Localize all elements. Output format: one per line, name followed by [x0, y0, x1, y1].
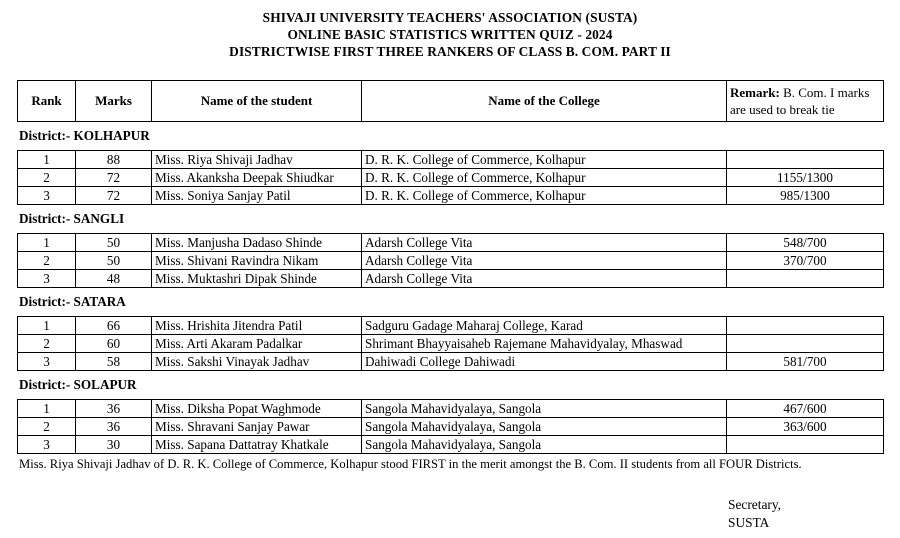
remark-cell: [727, 317, 883, 334]
college-cell: D. R. K. College of Commerce, Kolhapur: [362, 169, 727, 186]
table-header: [17, 80, 884, 122]
college-cell: Sangola Mahavidyalaya, Sangola: [362, 418, 727, 435]
district-table-satara: [17, 316, 884, 371]
table-row: [18, 151, 883, 169]
student-cell: Miss. Riya Shivaji Jadhav: [152, 151, 362, 168]
table-row: [18, 335, 883, 353]
student-cell: Miss. Shravani Sanjay Pawar: [152, 418, 362, 435]
marks-cell: 72: [76, 187, 152, 204]
table-row: [18, 400, 883, 418]
student-cell: Miss. Akanksha Deepak Shiudkar: [152, 169, 362, 186]
remark-cell: [727, 270, 883, 287]
student-cell: Miss. Shivani Ravindra Nikam: [152, 252, 362, 269]
marks-cell: 48: [76, 270, 152, 287]
student-cell: Miss. Manjusha Dadaso Shinde: [152, 234, 362, 251]
remark-cell: 985/1300: [780, 188, 830, 203]
student-cell: Miss. Muktashri Dipak Shinde: [152, 270, 362, 287]
college-cell: Sangola Mahavidyalaya, Sangola: [362, 436, 727, 453]
remark-text-1: B. Com. I marks: [779, 85, 870, 100]
district-table-solapur: [17, 399, 884, 454]
student-cell: Miss. Sakshi Vinayak Jadhav: [152, 353, 362, 370]
table-row: [18, 317, 883, 335]
college-cell: Adarsh College Vita: [362, 252, 727, 269]
college-cell: D. R. K. College of Commerce, Kolhapur: [362, 187, 727, 204]
remark-cell: [727, 335, 883, 352]
header-college: Name of the College: [362, 81, 727, 121]
rank-cell: 1: [18, 234, 76, 251]
title-line-3: DISTRICTWISE FIRST THREE RANKERS OF CLASS B. COM. PART II: [229, 44, 671, 59]
table-row: [18, 234, 883, 252]
table-row: [18, 169, 883, 187]
college-cell: Sangola Mahavidyalaya, Sangola: [362, 400, 727, 417]
table-row: [18, 418, 883, 436]
header-marks: Marks: [76, 81, 152, 121]
marks-cell: 36: [76, 418, 152, 435]
remark-label: Remark:: [730, 85, 780, 100]
district-heading-kolhapur: District:- KOLHAPUR: [19, 128, 150, 143]
signature-title: Secretary,: [728, 497, 782, 512]
student-cell: Miss. Hrishita Jitendra Patil: [152, 317, 362, 334]
remark-text-2: are used to break tie: [730, 102, 835, 117]
rank-cell: 2: [18, 418, 76, 435]
student-cell: Miss. Arti Akaram Padalkar: [152, 335, 362, 352]
remark-cell: 467/600: [783, 401, 827, 416]
marks-cell: 58: [76, 353, 152, 370]
remark-cell: [727, 151, 883, 168]
table-row: [18, 187, 883, 204]
title-line-1: SHIVAJI UNIVERSITY TEACHERS' ASSOCIATION (SUSTA): [262, 10, 638, 25]
district-heading-satara: District:- SATARA: [19, 294, 126, 309]
college-cell: Shrimant Bhayyaisaheb Rajemane Mahavidyalay, Mhaswad: [362, 335, 727, 352]
merit-note: Miss. Riya Shivaji Jadhav of D. R. K. College of Commerce, Kolhapur stood FIRST in the merit amongst the B. Com. II students from all FOUR Districts.: [19, 457, 802, 471]
table-row: [18, 270, 883, 287]
rank-cell: 2: [18, 335, 76, 352]
header-rank: Rank: [18, 81, 76, 121]
marks-cell: 50: [76, 252, 152, 269]
student-cell: Miss. Diksha Popat Waghmode: [152, 400, 362, 417]
student-cell: Miss. Soniya Sanjay Patil: [152, 187, 362, 204]
rank-cell: 2: [18, 252, 76, 269]
remark-cell: 1155/1300: [777, 170, 833, 185]
college-cell: Adarsh College Vita: [362, 234, 727, 251]
rank-cell: 3: [18, 353, 76, 370]
marks-cell: 72: [76, 169, 152, 186]
marks-cell: 66: [76, 317, 152, 334]
table-row: [18, 252, 883, 270]
district-table-kolhapur: [17, 150, 884, 205]
college-cell: Dahiwadi College Dahiwadi: [362, 353, 727, 370]
signature-org: SUSTA: [728, 515, 770, 530]
district-table-sangli: [17, 233, 884, 288]
rank-cell: 1: [18, 151, 76, 168]
marks-cell: 50: [76, 234, 152, 251]
district-heading-solapur: District:- SOLAPUR: [19, 377, 137, 392]
header-remark: [727, 81, 883, 121]
remark-cell: 370/700: [783, 253, 827, 268]
rank-cell: 3: [18, 270, 76, 287]
remark-cell: 581/700: [783, 354, 827, 369]
title-line-2: ONLINE BASIC STATISTICS WRITTEN QUIZ - 2024: [287, 27, 613, 42]
document-title-block: [0, 9, 900, 60]
table-row: [18, 353, 883, 370]
rank-cell: 3: [18, 436, 76, 453]
rank-cell: 2: [18, 169, 76, 186]
marks-cell: 60: [76, 335, 152, 352]
college-cell: Adarsh College Vita: [362, 270, 727, 287]
district-heading-sangli: District:- SANGLI: [19, 211, 125, 226]
rank-cell: 1: [18, 317, 76, 334]
marks-cell: 88: [76, 151, 152, 168]
remark-cell: 363/600: [783, 419, 827, 434]
remark-cell: [727, 436, 883, 453]
student-cell: Miss. Sapana Dattatray Khatkale: [152, 436, 362, 453]
rank-cell: 3: [18, 187, 76, 204]
college-cell: Sadguru Gadage Maharaj College, Karad: [362, 317, 727, 334]
marks-cell: 36: [76, 400, 152, 417]
header-student: Name of the student: [152, 81, 362, 121]
marks-cell: 30: [76, 436, 152, 453]
remark-cell: 548/700: [783, 235, 827, 250]
table-row: [18, 436, 883, 453]
college-cell: D. R. K. College of Commerce, Kolhapur: [362, 151, 727, 168]
rank-cell: 1: [18, 400, 76, 417]
